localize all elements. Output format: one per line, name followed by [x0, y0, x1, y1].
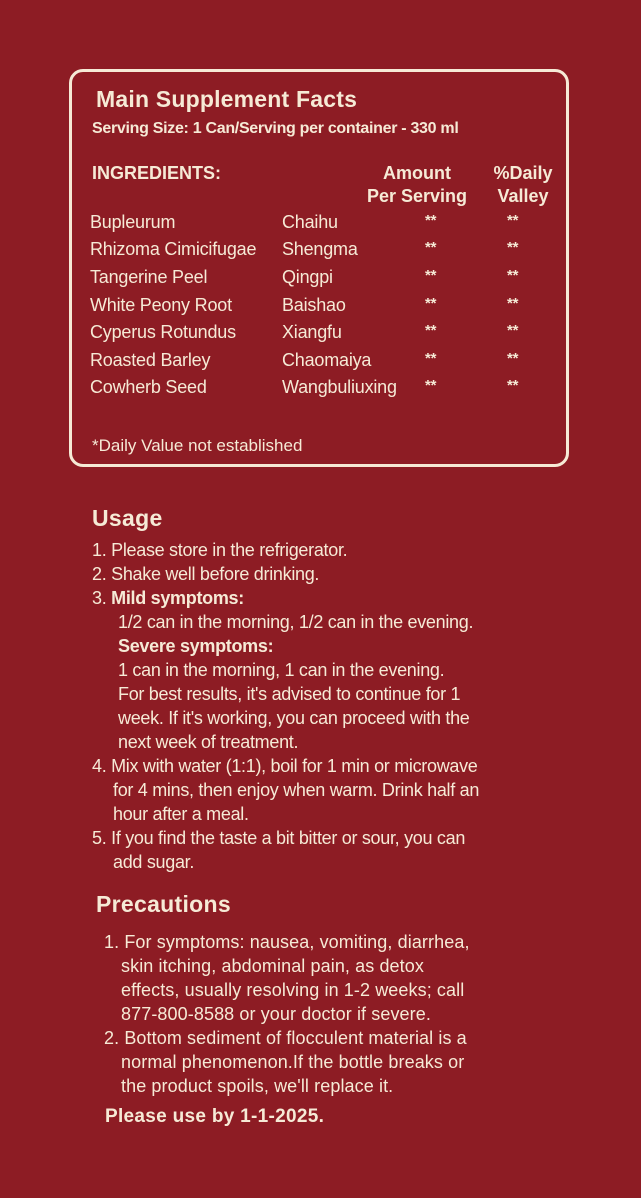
usage-item-3-number: 3.: [92, 588, 112, 608]
precaution-1-line-3: effects, usually resolving in 1-2 weeks; call: [121, 980, 465, 1000]
ingredient-daily-value: **: [507, 212, 519, 229]
ingredient-pinyin: Wangbuliuxing: [282, 377, 397, 397]
ingredient-name: Rhizoma Cimicifugae: [90, 239, 257, 259]
usage-item-1: 1. Please store in the refrigerator.: [92, 540, 348, 560]
ingredient-name: Roasted Barley: [90, 350, 211, 370]
precaution-2-line-1: 2. Bottom sediment of flocculent material is a: [104, 1028, 467, 1048]
ingredient-daily-value: **: [507, 322, 519, 339]
daily-value-header: [480, 162, 566, 208]
ingredient-daily-value: **: [507, 377, 519, 394]
ingredient-amount: **: [425, 322, 437, 339]
ingredient-pinyin: Chaomaiya: [282, 350, 372, 370]
usage-item-4-line-1: 4. Mix with water (1:1), boil for 1 min or microwave: [92, 756, 478, 776]
usage-item-5-line-1: 5. If you find the taste a bit bitter or sour, you can: [92, 828, 466, 848]
ingredient-amount: **: [425, 267, 437, 284]
ingredient-pinyin: Qingpi: [282, 267, 333, 287]
amount-header-line2: Per Serving: [366, 186, 468, 206]
ingredient-daily-value: **: [507, 295, 519, 312]
ingredient-amount: **: [425, 212, 437, 229]
precautions-list: [104, 930, 574, 1098]
daily-value-note: *Daily Value not established: [92, 436, 303, 455]
usage-item-5-line-2: add sugar.: [113, 852, 195, 872]
precaution-1-line-2: skin itching, abdominal pain, as detox: [121, 956, 424, 976]
use-by-date: Please use by 1-1-2025.: [105, 1106, 325, 1127]
amount-header: [357, 162, 477, 208]
severe-symptoms-label: Severe symptoms:: [118, 636, 274, 656]
serving-size: Serving Size: 1 Can/Serving per container - 330 ml: [92, 120, 459, 137]
ingredient-name: Cowherb Seed: [90, 377, 207, 397]
usage-item-3: [92, 586, 572, 610]
usage-item-4-line-2: for 4 mins, then enjoy when warm. Drink half an: [113, 780, 480, 800]
amount-header-line1: Amount: [383, 163, 451, 183]
precaution-2-line-2: normal phenomenon.If the bottle breaks or: [121, 1052, 465, 1072]
ingredient-name: Cyperus Rotundus: [90, 322, 236, 342]
ingredient-name: White Peony Root: [90, 295, 232, 315]
mild-symptoms-dosage: 1/2 can in the morning, 1/2 can in the evening.: [118, 612, 474, 632]
ingredient-amount: **: [425, 295, 437, 312]
ingredient-amount: **: [425, 377, 437, 394]
facts-title: Main Supplement Facts: [96, 86, 358, 112]
ingredient-daily-value: **: [507, 239, 519, 256]
ingredient-pinyin: Chaihu: [282, 212, 338, 232]
ingredient-daily-value: **: [507, 350, 519, 367]
ingredient-daily-value: **: [507, 267, 519, 284]
daily-header-line1: %Daily: [493, 163, 553, 183]
best-results-line-3: next week of treatment.: [118, 732, 299, 752]
ingredient-name: Tangerine Peel: [90, 267, 208, 287]
precaution-1-line-4: 877-800-8588 or your doctor if severe.: [121, 1004, 431, 1024]
usage-item-2: 2. Shake well before drinking.: [92, 564, 320, 584]
ingredient-name: Bupleurum: [90, 212, 176, 232]
usage-list: [92, 538, 572, 874]
precautions-title: Precautions: [96, 891, 231, 917]
ingredients-header: INGREDIENTS:: [92, 163, 222, 183]
ingredient-pinyin: Baishao: [282, 295, 346, 315]
ingredient-amount: **: [425, 239, 437, 256]
precaution-1-line-1: 1. For symptoms: nausea, vomiting, diarrhea,: [104, 932, 470, 952]
usage-item-4-line-3: hour after a meal.: [113, 804, 249, 824]
best-results-line-2: week. If it's working, you can proceed with the: [118, 708, 470, 728]
usage-title: Usage: [92, 505, 163, 531]
supplement-facts-panel: [69, 69, 569, 467]
ingredient-pinyin: Xiangfu: [282, 322, 342, 342]
severe-symptoms-dosage: 1 can in the morning, 1 can in the evening.: [118, 660, 445, 680]
daily-header-line2: Valley: [497, 186, 549, 206]
precaution-2-line-3: the product spoils, we'll replace it.: [121, 1076, 394, 1096]
ingredient-amount: **: [425, 350, 437, 367]
best-results-line-1: For best results, it's advised to continue for 1: [118, 684, 461, 704]
mild-symptoms-label: Mild symptoms:: [111, 588, 244, 608]
ingredient-pinyin: Shengma: [282, 239, 358, 259]
